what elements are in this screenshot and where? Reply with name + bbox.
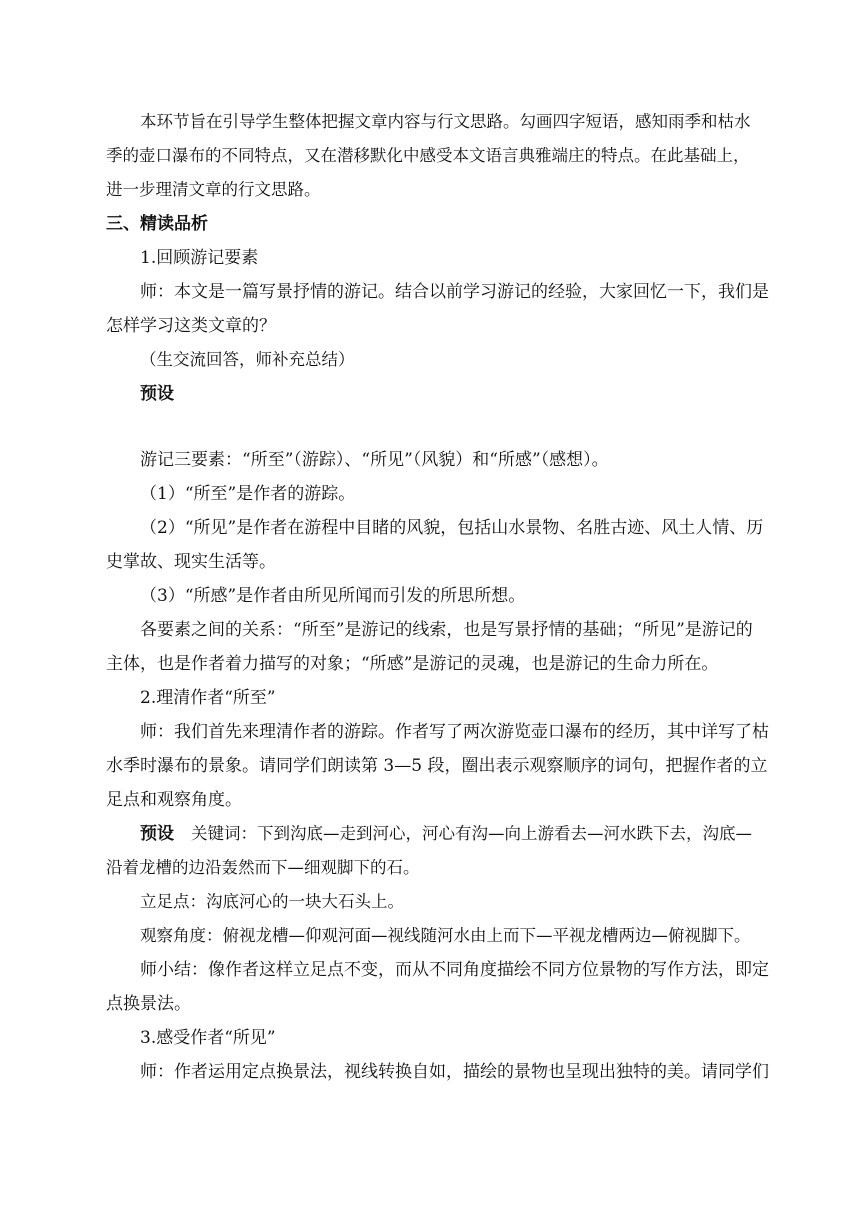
intro-line-3: 进一步理清文章的行文思路。 xyxy=(106,180,321,199)
step2-title: 2.理清作者“所至” xyxy=(140,688,276,708)
relations-line-1: 各要素之间的关系：“所至”是游记的线索，也是写景抒情的基础；“所见”是游记的 xyxy=(140,620,753,640)
keywords-line-1 xyxy=(140,821,752,847)
step1-teacher-line-2: 怎样学习这类文章的？ xyxy=(106,316,276,336)
element-1: （1）“所至”是作者的游踪。 xyxy=(140,484,356,504)
step3-title: 3.感受作者“所见” xyxy=(140,1028,276,1048)
preset-label: 预设 xyxy=(140,384,174,404)
step1-teacher-line-1: 师：本文是一篇写景抒情的游记。结合以前学习游记的经验，大家回忆一下，我们是 xyxy=(140,282,769,302)
elements-intro: 游记三要素：“所至”（游踪）、“所见”（风貌）和“所感”（感想）。 xyxy=(140,450,609,470)
element-3: （3）“所感”是作者由所见所闻而引发的所思所想。 xyxy=(140,586,526,606)
standpoint: 立足点：沟底河心的一块大石头上。 xyxy=(140,892,404,911)
relations-line-2: 主体，也是作者着力描写的对象；“所感”是游记的灵魂，也是游记的生命力所在。 xyxy=(106,654,719,674)
intro-line-1: 本环节旨在引导学生整体把握文章内容与行文思路。勾画四字短语，感知雨季和枯水 xyxy=(140,112,751,131)
element-2-line-2: 史掌故、现实生活等。 xyxy=(106,552,276,572)
preset-label-2: 预设 xyxy=(140,824,174,844)
step1-activity: （生交流回答，师补充总结） xyxy=(140,350,355,369)
step2-teacher-line-3: 足点和观察角度。 xyxy=(106,790,242,810)
step2-teacher-line-2: 水季时瀑布的景象。请同学们朗读第 3—5 段，圈出表示观察顺序的词句，把握作者的立 xyxy=(106,756,768,776)
step1-title: 1.回顾游记要素 xyxy=(140,248,259,268)
element-2-line-1: （2）“所见”是作者在游程中目睹的风貌，包括山水景物、名胜古迹、风土人情、历 xyxy=(140,518,764,538)
section-heading: 三、精读品析 xyxy=(106,214,208,234)
intro-line-2: 季的壶口瀑布的不同特点，又在潜移默化中感受本文语言典雅端庄的特点。在此基础上， xyxy=(106,146,750,165)
summary-line-2: 点换景法。 xyxy=(106,994,191,1014)
keywords-text: 关键词：下到沟底—走到河心，河心有沟—向上游看去—河水跌下去，沟底— xyxy=(191,824,752,843)
step2-teacher-line-1: 师：我们首先来理清作者的游踪。作者写了两次游览壶口瀑布的经历，其中详写了枯 xyxy=(140,722,769,742)
summary-line-1: 师小结：像作者这样立足点不变，而从不同角度描绘不同方位景物的写作方法，即定 xyxy=(140,960,769,980)
observation-angle: 观察角度：俯视龙槽—仰观河面—视线随河水由上而下—平视龙槽两边—俯视脚下。 xyxy=(140,926,751,945)
keywords-line-2: 沿着龙槽的边沿轰然而下—细观脚下的石。 xyxy=(106,858,420,877)
step3-teacher-line-1: 师：作者运用定点换景法，视线转换自如，描绘的景物也呈现出独特的美。请同学们 xyxy=(140,1062,769,1082)
